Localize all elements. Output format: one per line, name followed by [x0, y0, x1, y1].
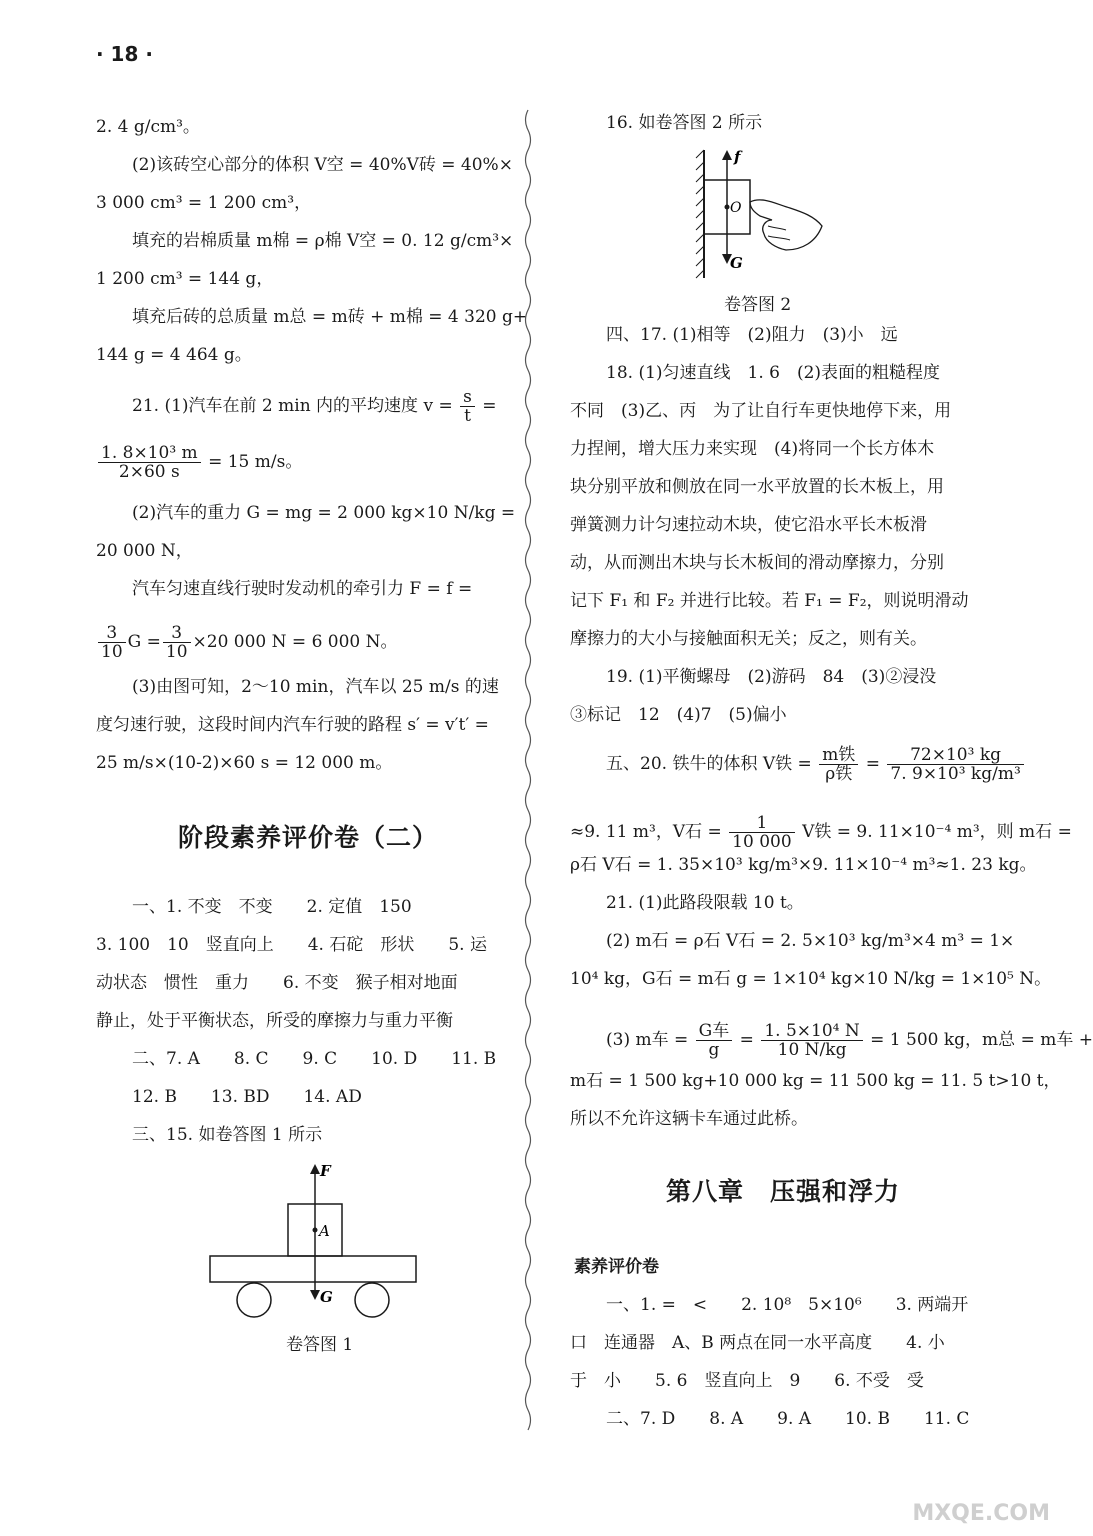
label-O: O	[730, 200, 742, 216]
fraction	[98, 624, 126, 661]
hand-icon	[750, 200, 822, 250]
sub-heading: 素养评价卷	[574, 1257, 659, 1277]
section-heading: 阶段素养评价卷（二）	[178, 823, 439, 852]
num: 72×10³ kg	[887, 746, 1023, 765]
num: 3	[98, 624, 126, 643]
fraction	[98, 444, 201, 481]
text-line: 度匀速行驶，这段时间内汽车行驶的路程 s′ = v′t′ =	[96, 715, 489, 735]
text: ×20 000 N = 6 000 N。	[192, 632, 398, 652]
den: g	[708, 1040, 720, 1060]
den: 10 000	[732, 832, 792, 852]
den: 10	[165, 642, 188, 662]
figure-2-caption: 卷答图 2	[724, 295, 792, 315]
den: ρ铁	[825, 764, 853, 784]
answer-line: 3. 100 10 竖直向上 4. 石砣 形状 5. 运	[96, 935, 487, 955]
fraction	[887, 746, 1023, 783]
text-line: 2. 4 g/cm³。	[96, 117, 200, 137]
num: 1. 8×10³ m	[98, 444, 201, 463]
answer-line: 18. (1)匀速直线 1. 6 (2)表面的粗糙程度	[606, 363, 941, 383]
text: V铁 = 9. 11×10⁻⁴ m³，则 m石 =	[802, 822, 1072, 842]
arrow-up-icon	[310, 1164, 320, 1174]
q20-line2	[570, 814, 1072, 851]
cart-board	[210, 1256, 416, 1282]
text-line: 25 m/s×(10-2)×60 s = 12 000 m。	[96, 753, 393, 773]
answer-line: 静止，处于平衡状态，所受的摩擦力与重力平衡	[96, 1011, 453, 1031]
den: 10	[101, 642, 123, 662]
answer-line: 摩擦力的大小与接触面积无关；反之，则有关。	[570, 629, 927, 649]
answer-line: 一、1. 不变 不变 2. 定值 150	[132, 897, 412, 917]
answer-line: ③标记 12 (4)7 (5)偏小	[570, 705, 787, 725]
text: = 1 500 kg，m总 = m车 +	[870, 1030, 1093, 1050]
wall-hatching	[696, 150, 704, 278]
text-line: 3 000 cm³ = 1 200 cm³，	[96, 193, 312, 213]
center-point	[313, 1228, 318, 1233]
num: m铁	[819, 746, 858, 765]
text-line: ρ石 V石 = 1. 35×10³ kg/m³×9. 11×10⁻⁴ m³≈1. 23 kg。	[570, 855, 1037, 875]
wheel-left	[237, 1283, 271, 1317]
text: G =	[127, 632, 161, 652]
answer-line: 记下 F₁ 和 F₂ 并进行比较。若 F₁ = F₂，则说明滑动	[570, 591, 969, 611]
answer-line: 二、7. A 8. C 9. C 10. D 11. B	[132, 1049, 497, 1069]
text-line: 填充的岩棉质量 m棉 = ρ棉 V空 = 0. 12 g/cm³×	[132, 231, 514, 251]
arrow-down-icon	[310, 1290, 320, 1300]
column-divider	[520, 110, 536, 1430]
text-line: m石 = 1 500 kg+10 000 kg = 11 500 kg = 11. 5 t>10 t，	[570, 1071, 1061, 1091]
text-line: (2) m石 = ρ石 V石 = 2. 5×10³ kg/m³×4 m³ = 1×	[606, 931, 1015, 951]
frac-line	[96, 624, 398, 661]
q21-line2	[96, 444, 302, 481]
q20-line: 五、20. 铁牛的体积 V铁 = $\frac{\text{m铁}}{\text{ρ铁}}$ = $\frac{\text{72×10³ kg}}{\text{7. 9×10³ kg/m³}}$	[570, 746, 1026, 783]
chapter-heading: 第八章 压强和浮力	[666, 1177, 901, 1206]
answer-line: 19. (1)平衡螺母 (2)游码 84 (3)②浸没	[606, 667, 937, 687]
center-point	[725, 205, 730, 210]
fraction	[729, 814, 794, 851]
text-line: 汽车匀速直线行驶时发动机的牵引力 F = f =	[132, 579, 473, 599]
answer-line: 动，从而测出木块与长木板间的滑动摩擦力，分别	[570, 553, 944, 573]
fraction	[819, 746, 858, 783]
text-line: (3)由图可知，2～10 min，汽车以 25 m/s 的速	[132, 677, 499, 697]
watermark: MXQE.COM	[912, 1501, 1050, 1526]
text-line: 1 200 cm³ = 144 g，	[96, 269, 274, 289]
label-A: A	[319, 1222, 330, 1240]
figure-1-diagram	[206, 1160, 426, 1330]
label-G: G	[730, 254, 743, 272]
answer-line: 一、1. = < 2. 10⁸ 5×10⁶ 3. 两端开	[606, 1295, 969, 1315]
label-G: G	[320, 1288, 333, 1306]
num: 1. 5×10⁴ N	[761, 1022, 862, 1041]
answer-line: 力捏闸，增大压力来实现 (4)将同一个长方体木	[570, 439, 935, 459]
answer-line: 动状态 惯性 重力 6. 不变 猴子相对地面	[96, 973, 458, 993]
text-line: 21. (1)此路段限载 10 t。	[606, 893, 804, 913]
text-line: 16. 如卷答图 2 所示	[606, 113, 763, 133]
answer-line: 三、15. 如卷答图 1 所示	[132, 1125, 323, 1145]
text: ≈9. 11 m³，V石 =	[570, 822, 722, 842]
text: (3) m车 =	[606, 1030, 689, 1050]
label-f: f	[734, 148, 741, 166]
text-line: 10⁴ kg，G石 = m石 g = 1×10⁴ kg×10 N/kg = 1×10⁵ N。	[570, 969, 1052, 989]
fraction	[696, 1022, 733, 1059]
text-line: 20 000 N，	[96, 541, 193, 561]
arrow-up-icon	[722, 150, 732, 160]
q21-3-line: (3) m车 = $\frac{\text{G车}}{g}$ = $\frac{\text{1. 5×10⁴ N}}{10 N/kg}$ = 1 500 kg，m总 = m车 +	[606, 1021, 1093, 1060]
den: t	[464, 406, 471, 426]
num: 3	[163, 624, 191, 643]
den: 2×60 s	[118, 462, 180, 482]
den: 10 N/kg	[777, 1040, 847, 1060]
label-F: F	[320, 1162, 331, 1180]
wheel-right	[355, 1283, 389, 1317]
num: 1	[729, 814, 794, 833]
answer-line: 口 连通器 A、B 两点在同一水平高度 4. 小	[570, 1333, 945, 1353]
fraction	[163, 624, 191, 661]
answer-line: 不同 (3)乙、丙 为了让自行车更快地停下来，用	[570, 401, 952, 421]
text: 21. (1)汽车在前 2 min 内的平均速度 v =	[132, 396, 453, 416]
answer-line: 二、7. D 8. A 9. A 10. B 11. C	[606, 1409, 970, 1429]
figure-1-caption: 卷答图 1	[286, 1335, 354, 1355]
text-line: 144 g = 4 464 g。	[96, 345, 252, 365]
num: s	[460, 388, 475, 407]
fraction	[460, 388, 475, 425]
q21-line: 21. (1)汽车在前 2 min 内的平均速度 v = $\frac{s}{t}$ =	[132, 387, 497, 426]
text-line: 所以不允许这辆卡车通过此桥。	[570, 1109, 808, 1129]
answer-line: 于 小 5. 6 竖直向上 9 6. 不受 受	[570, 1371, 924, 1391]
answer-line: 12. B 13. BD 14. AD	[132, 1087, 362, 1107]
figure-2-diagram	[690, 146, 840, 286]
text: 五、20. 铁牛的体积 V铁 =	[606, 754, 812, 774]
page-number: · 18 ·	[96, 42, 153, 66]
text-line: 填充后砖的总质量 m总 = m砖 + m棉 = 4 320 g+	[132, 307, 528, 327]
text-line: (2)该砖空心部分的体积 V空 = 40%V砖 = 40%×	[132, 155, 513, 175]
text: = 15 m/s。	[208, 452, 303, 472]
fraction	[761, 1022, 862, 1059]
text-line: (2)汽车的重力 G = mg = 2 000 kg×10 N/kg =	[132, 503, 516, 523]
answer-line: 弹簧测力计匀速拉动木块，使它沿水平长木板滑	[570, 515, 927, 535]
den: 7. 9×10³ kg/m³	[890, 764, 1021, 784]
answer-line: 块分别平放和侧放在同一水平放置的长木板上，用	[570, 477, 944, 497]
answer-line: 四、17. (1)相等 (2)阻力 (3)小 远	[606, 325, 898, 345]
num: G车	[696, 1022, 733, 1041]
